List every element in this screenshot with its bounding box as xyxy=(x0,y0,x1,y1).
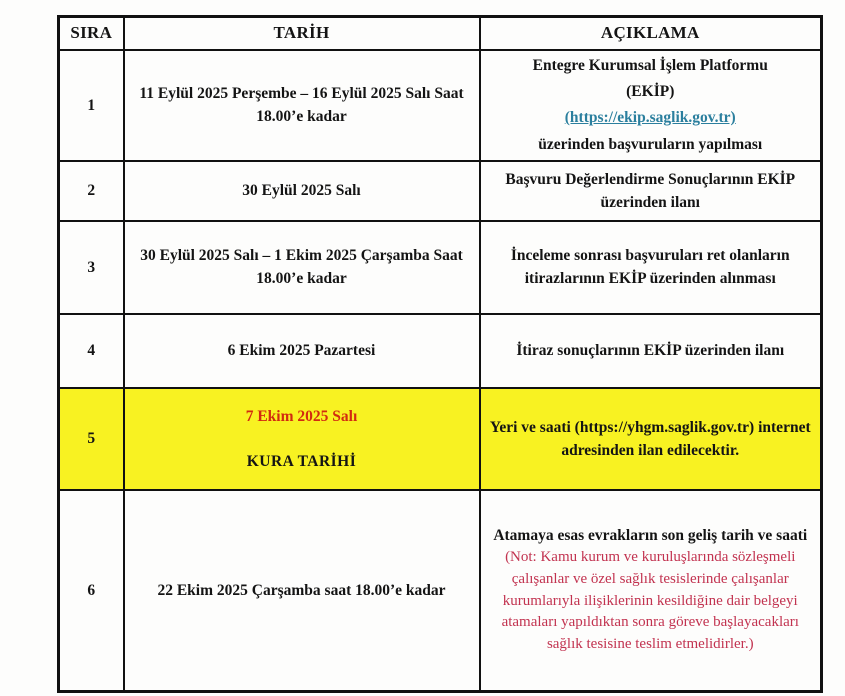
table-header-row xyxy=(59,17,822,50)
table-row-6 xyxy=(59,490,822,692)
header-aciklama: AÇIKLAMA xyxy=(480,17,822,50)
row-1-description-line2: (EKİP) xyxy=(626,82,675,100)
row-1-date: 11 Eylül 2025 Perşembe – 16 Eylül 2025 Salı Saat 18.00’e kadar xyxy=(124,50,480,161)
row-2-date: 30 Eylül 2025 Salı xyxy=(124,161,480,221)
table-row-3 xyxy=(59,221,822,314)
row-4-number: 4 xyxy=(59,314,124,388)
row-1-description-line4: üzerinden başvuruların yapılması xyxy=(538,135,763,153)
row-3-date: 30 Eylül 2025 Salı – 1 Ekim 2025 Çarşamba Saat 18.00’e kadar xyxy=(124,221,480,314)
row-6-number: 6 xyxy=(59,490,124,692)
row-6-description-note: (Not: Kamu kurum ve kuruluşlarında sözleşmeli çalışanlar ve özel sağlık tesislerinde çalışanlar kurumlarıyla ilişiklerinin kesildiğine dair belgeyi atamaları yapıldıktan sonra göreve başlayacakları sağlık tesisine teslim etmelidirler.) xyxy=(501,549,799,653)
ekip-portal-link[interactable]: (https://ekip.saglik.gov.tr) xyxy=(564,109,736,127)
row-4-description: İtiraz sonuçlarının EKİP üzerinden ilanı xyxy=(480,314,822,388)
row-1-description xyxy=(480,50,822,161)
table-row-1 xyxy=(59,50,822,161)
kura-label: KURA TARİHİ xyxy=(246,452,357,470)
row-1-description-line1: Entegre Kurumsal İşlem Platformu xyxy=(532,56,768,74)
row-2-description: Başvuru Değerlendirme Sonuçlarının EKİP üzerinden ilanı xyxy=(480,161,822,221)
header-sira: SIRA xyxy=(59,17,124,50)
kura-date: 7 Ekim 2025 Salı xyxy=(245,407,358,425)
row-6-date: 22 Ekim 2025 Çarşamba saat 18.00’e kadar xyxy=(124,490,480,692)
row-6-description-title: Atamaya esas evrakların son geliş tarih ve saati xyxy=(493,527,808,545)
row-6-description xyxy=(480,490,822,692)
row-4-date: 6 Ekim 2025 Pazartesi xyxy=(124,314,480,388)
row-2-number: 2 xyxy=(59,161,124,221)
row-3-number: 3 xyxy=(59,221,124,314)
table-row-2 xyxy=(59,161,822,221)
row-5-description: Yeri ve saati (https://yhgm.saglik.gov.tr) internet adresinden ilan edilecektir. xyxy=(480,388,822,490)
header-tarih: TARİH xyxy=(124,17,480,50)
row-5-date-cell xyxy=(124,388,480,490)
table-row-5-highlighted xyxy=(59,388,822,490)
row-5-number: 5 xyxy=(59,388,124,490)
row-1-number: 1 xyxy=(59,50,124,161)
row-3-description: İnceleme sonrası başvuruları ret olanların itirazlarının EKİP üzerinden alınması xyxy=(480,221,822,314)
table-row-4 xyxy=(59,314,822,388)
schedule-table xyxy=(57,15,823,693)
